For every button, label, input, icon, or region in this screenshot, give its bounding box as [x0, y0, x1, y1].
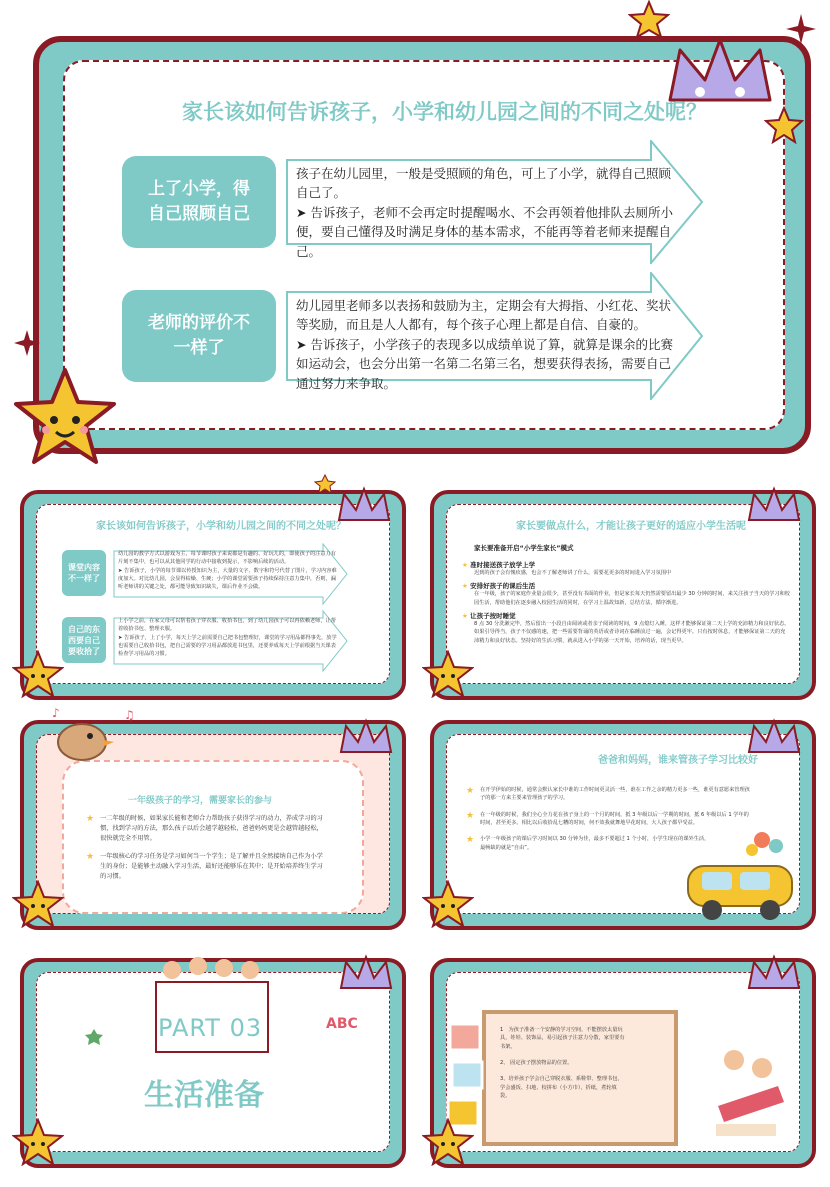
music-note-icon: ♫ — [124, 708, 135, 722]
crown-icon — [334, 484, 394, 530]
kids-reading-icon — [708, 1046, 790, 1142]
sparkle-icon — [786, 14, 816, 44]
crown-icon — [336, 952, 396, 998]
smiling-star-icon — [422, 1118, 474, 1166]
item-head: 让孩子按时睡觉 — [470, 611, 516, 620]
main-title: 家长该如何告诉孩子，小学和幼儿园之间的不同之处呢？ — [182, 100, 707, 124]
crown-icon — [744, 484, 804, 530]
main-text-2: 幼儿园里老师多以表扬和鼓励为主，定期会有大拇指、小红花、奖状等奖励，而且是人人都有，每个孩子心理上都是自信、自豪的。 ➤ 告诉孩子，小学孩子的表现多以成绩单说了算，就算是课余的比赛如运动会，也会分出第一名第二名第三名，想要获得表扬，需要自己通过努力来争取。 — [296, 298, 673, 391]
slide-3-title: 家长要做点什么，才能让孩子更好的适应小学生活呢 — [516, 521, 746, 532]
star-bullet-icon: ★ — [466, 810, 475, 821]
list-item — [462, 611, 790, 645]
item-text: 8 点 30 分洗漱完毕，然后留出一小段自由阅读或者亲子阅读的时间，9 点熄灯入睡，这样才能够保证第二天上学的充沛精力和良好状态。如果引导得当，孩子不仅感的速，把一些需要背诵的英语或者诗词在临睡前过一遍，会记得更牢。只有按时休息，才能够保证第二天的充沛精力和良好状态。坚持好的生活习惯，就从进入小学的第一天开始，培养的话，现当更早。 — [474, 620, 790, 644]
star-bullet-icon: ★ — [462, 611, 468, 620]
slide-2-title: 家长该如何告诉孩子，小学和幼儿园之间的不同之处呢？ — [96, 521, 346, 532]
list-item: ★ 在开学伊始的时候，通常会默认家长中谁的工作时间更灵活一些，谁在工作之余的精力更多一些，谁更有意愿来管理孩子的那一方来主要来管理孩子的学习。 — [466, 786, 750, 802]
slide-7-list — [500, 1026, 626, 1100]
crown-icon — [336, 716, 396, 762]
list-item — [462, 581, 790, 607]
star-icon — [628, 0, 670, 38]
slide-4-list — [86, 814, 326, 882]
star-bullet-icon: ★ — [466, 786, 475, 796]
main-text-1: 孩子在幼儿园里，一般是受照顾的角色，可上了小学，就得自己照顾自己了。 ➤ 告诉孩子，老师不会再定时提醒喝水、不会再领着他排队去厕所小便，要自己懂得及时满足身体的基本需求，不能再等着老师来提醒自己。 — [296, 166, 673, 259]
list-item: 1 为孩子准备一个安静的学习空间，不能摆放太量玩具，娃娃、装饰品，易引起孩子注意力分散，家里要有书架。 — [500, 1027, 625, 1050]
slide-2-text-1: 幼儿园的教学方式以游戏为主，每节课时孩子来说都是有趣的、好玩儿的，即使孩子的注意力有片刻不集中，也可以从其他同学的行动中接收到提示，不影响后续的活动。 ➤ 告诉孩子，小学的每节课以传授知识为主，大量的文字、数字和符号代替了图片，学习内容难度加大。对比幼儿园，会显得枯燥、生硬；小学的课堂需要孩子持续保持注意力集中，否则，漏听老师讲的关键之处，都可能导致知识缺失，课后作业不会做。 — [118, 551, 337, 591]
smiling-star-icon — [12, 880, 64, 928]
slide-3-list — [462, 560, 790, 645]
abc-icon: ABC — [326, 1016, 358, 1032]
star-bullet-icon: ★ — [462, 582, 468, 591]
star-bullet-icon: ★ — [462, 561, 468, 569]
music-note-icon: ♪ — [52, 706, 60, 720]
slide-2-pill-1: 课堂内容不一样了 — [62, 550, 106, 596]
slide-3-subtitle: 家长要准备开启“小学生家长”模式 — [474, 544, 574, 552]
star-bullet-icon: ★ — [466, 835, 475, 846]
slide-5-title: 爸爸和妈妈，谁来管孩子学习比较好 — [598, 755, 758, 766]
star-icon — [84, 1028, 104, 1046]
smiling-star-icon — [422, 650, 474, 698]
list-item: ★ 一年级核心的学习任务是学习如何当一个学生；是了解并且全然接纳自己作为小学生的身份；是能够主动融入学习生活，最好还能够乐在其中；是开始培养终生学习的习惯。 — [86, 851, 323, 880]
main-pill-1: 上了小学，得自己照顾自己 — [122, 156, 276, 248]
sparkle-icon — [14, 330, 40, 356]
list-item: ★ 小学一年级孩子的课后学习时间以 30 分钟为佳，最多不要超过 1 个小时，小学生现在的课外生活，最畅缺的就是“自由”。 — [466, 835, 710, 851]
smiling-star-icon — [12, 1118, 64, 1166]
item-text: 在一年级，孩子的家庭作业量会很少，甚至没有书面的作业，但是家长每天仍然需要留出最少 30 分钟的时间，来关注孩子当天的学习和校园生活，帮助他们在逐步融入校园生活的同时，在学习上温故知新，总结方法，循序渐进。 — [474, 591, 790, 606]
item-text: 迟到的孩子会有愧疚感，也会不了解老师讲了什么，需要花更多的时间进入学习氛围中 — [474, 570, 672, 576]
star-bullet-icon: ★ — [86, 814, 95, 824]
slide-2-pill-2: 自己的东西要自己要收拾了 — [62, 617, 106, 663]
family-car-icon — [682, 826, 798, 924]
slide-2-text-2: 上小学之前，在家父母可以帮着孩子穿衣服、收拾书包，到了幼儿园孩子可以再依赖老师，让帮着收拾书包、整理衣服。 ➤ 告诉孩子，上了小学，每天上学之前需要自己把书包整理好，课堂的学习用品都得事先，放学也需要自己收拾书包，把自己需要的学习用品都放进书包里，还要养成每天上学前根据当天课表检查学习用品的习惯。 — [118, 618, 337, 658]
smiling-star-icon — [422, 880, 474, 928]
star-icon — [764, 106, 804, 144]
list-item — [462, 560, 790, 577]
crown-icon — [660, 30, 780, 120]
item-head: 准时接送孩子放学上学 — [470, 561, 536, 569]
slide-6-title: 生活准备 — [144, 1078, 264, 1113]
slide-6-part: PART 03 — [158, 1014, 263, 1042]
list-item: 2、 固定孩子摆放物品的位置。 — [500, 1059, 573, 1066]
smiling-star-icon — [10, 366, 120, 466]
crown-icon — [744, 952, 804, 998]
star-icon — [314, 474, 336, 494]
crown-icon — [744, 716, 804, 762]
slide-4-title: 一年级孩子的学习，需要家长的参与 — [128, 796, 273, 806]
star-bullet-icon: ★ — [86, 851, 95, 862]
list-item: ★ 一二年级的时候，如果家长能和老师合力帮助孩子获得学习的动力，养成学习的习惯，找到学习的方法，那么孩子以后会越学越轻松，爸爸妈妈更是会越管越轻松，很快就完全不用管。 — [86, 814, 323, 842]
main-pill-2: 老师的评价不一样了 — [122, 290, 276, 382]
photo-cards-icon — [446, 1020, 486, 1130]
list-item: 3、培养孩子学会自己穿脱衣服、系鞋带、整理书包，学会盛饭、扫地、校拼布（小方巾），折纸，煮轮填袋。 — [500, 1076, 623, 1099]
smiling-star-icon — [12, 650, 64, 698]
item-head: 安排好孩子的课后生活 — [470, 582, 536, 591]
list-item: ★ 在一年级的时候，我们全心全力花在孩子身上的一个月的时间，抵 3 年级以后一学期的时间，抵 6 年级以后 1 学年的时间，甚至更多。相比以后收拾乱七糟的时间，何不效我就舞地早花时间，大人孩子都早受益。 — [466, 810, 749, 826]
